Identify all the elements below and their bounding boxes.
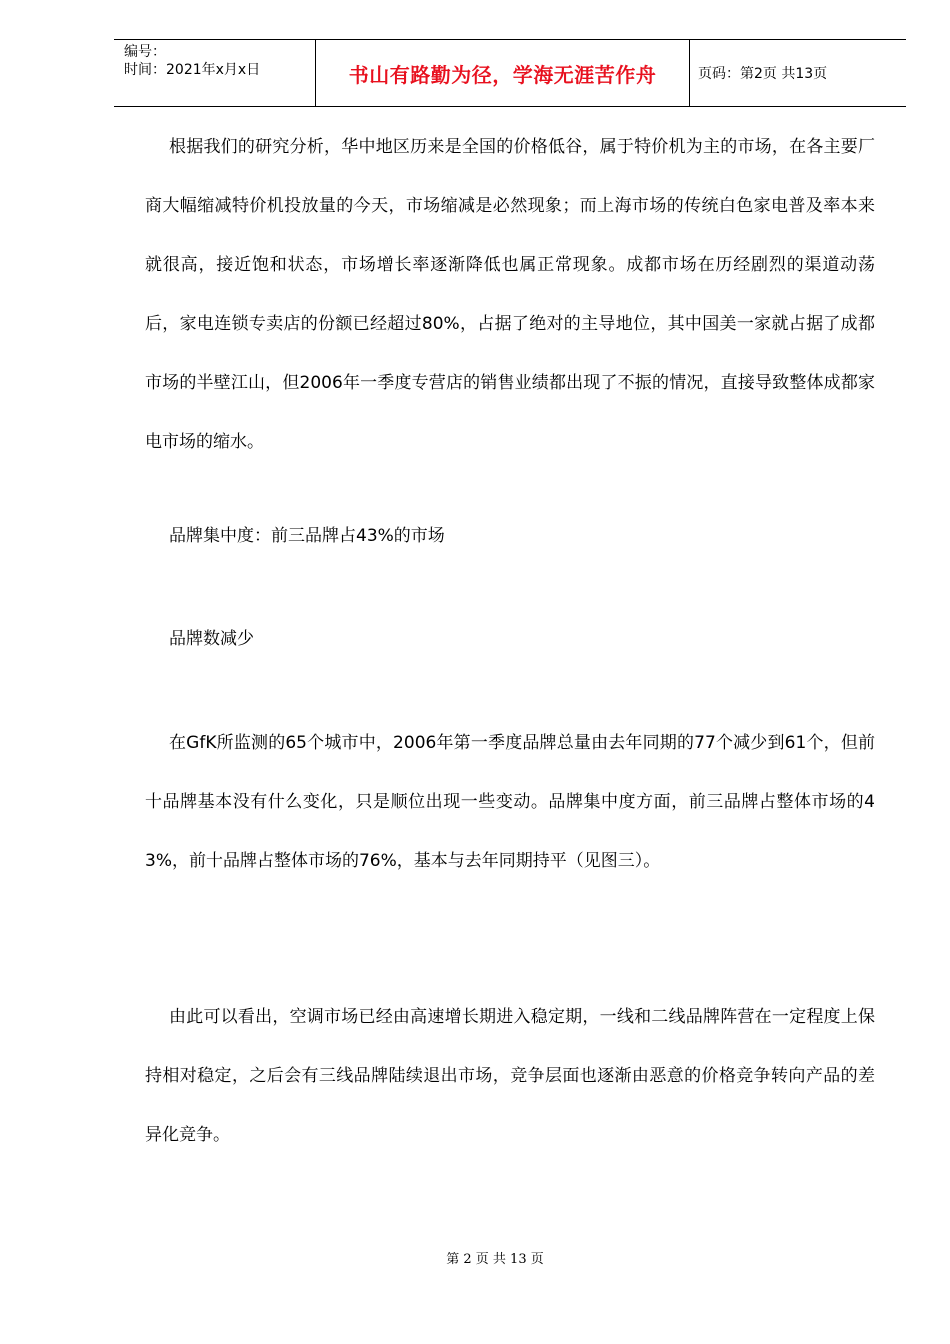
date-label: 时间：2021年x月x日: [124, 62, 261, 78]
header-meta-cell: [114, 40, 316, 106]
page-footer: 第 2 页 共 13 页: [446, 1252, 544, 1267]
page-header: [114, 39, 906, 107]
header-motto: 书山有路勤为径，学海无涯苦作舟: [316, 40, 690, 106]
header-page-info: 页码：第2页 共13页: [698, 66, 828, 82]
paragraph-conclusion: 由此可以看出，空调市场已经由高速增长期进入稳定期，一线和二线品牌阵营在一定程度上保持相对稳定，之后会有三线品牌陆续退出市场，竞争层面也逐渐由恶意的价格竞争转向产品的差异化竞争。: [145, 1007, 875, 1145]
heading-brand-count-decrease: 品牌数减少: [169, 629, 254, 649]
serial-number-label: 编号：: [124, 44, 166, 60]
paragraph-brand-statistics: 在GfK所监测的65个城市中，2006年第一季度品牌总量由去年同期的77个减少到61个，但前十品牌基本没有什么变化，只是顺位出现一些变动。品牌集中度方面，前三品牌占整体市场的43%，前十品牌占整体市场的76%，基本与去年同期持平（见图三）。: [145, 733, 875, 871]
heading-brand-concentration: 品牌集中度：前三品牌占43%的市场: [169, 526, 445, 546]
paragraph-market-analysis: 根据我们的研究分析，华中地区历来是全国的价格低谷，属于特价机为主的市场，在各主要厂商大幅缩减特价机投放量的今天，市场缩减是必然现象；而上海市场的传统白色家电普及率本来就很高，接近饱和状态，市场增长率逐渐降低也属正常现象。成都市场在历经剧烈的渠道动荡后，家电连锁专卖店的份额已经超过80%，占据了绝对的主导地位，其中国美一家就占据了成都市场的半壁江山，但2006年一季度专营店的销售业绩都出现了不振的情况，直接导致整体成都家电市场的缩水。: [145, 137, 875, 452]
